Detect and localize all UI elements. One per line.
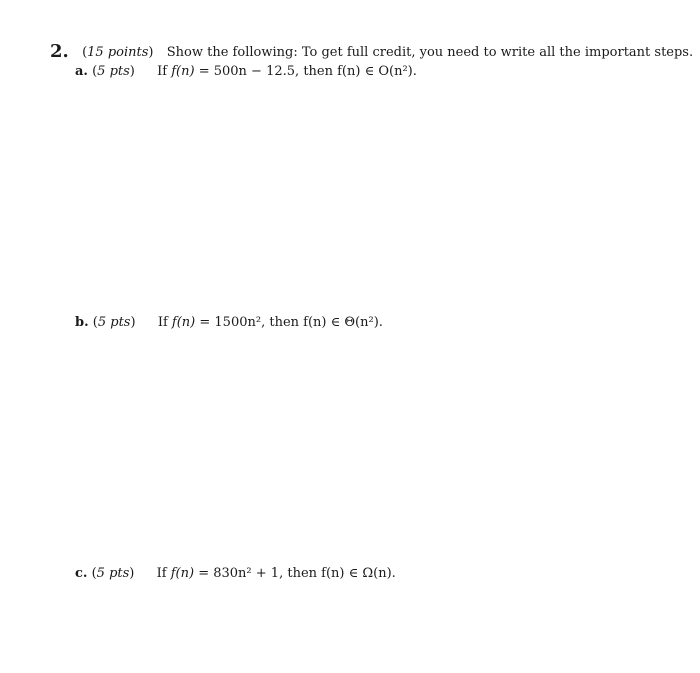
part-b-if: If bbox=[157, 315, 168, 330]
part-a-label: a. bbox=[75, 64, 88, 79]
part-c-function: f(n) bbox=[170, 566, 195, 581]
part-a-points: 5 pts bbox=[97, 64, 130, 79]
part-a: a. (5 pts) If f(n) = 500n − 12.5, then f(n) ∈ O(n²). bbox=[75, 64, 417, 79]
part-b-points: 5 pts bbox=[97, 315, 131, 330]
part-a-expression: = 500n − 12.5, bbox=[198, 64, 300, 79]
part-a-if: If bbox=[157, 64, 168, 79]
part-c-if: If bbox=[156, 566, 167, 581]
part-b-function: f(n) bbox=[171, 315, 196, 330]
question-instruction: Show the following: To get full credit, you need to write all the important steps. bbox=[166, 45, 694, 60]
question-header: 2. (15 points) Show the following: To get full credit, you need to write all the important steps. bbox=[50, 41, 694, 62]
part-c-points: 5 pts bbox=[96, 566, 130, 581]
part-c-then: then bbox=[287, 566, 318, 581]
part-b-expression: = 1500n², bbox=[199, 315, 266, 330]
part-c-membership: f(n) ∈ Ω(n). bbox=[321, 566, 396, 581]
part-c: c. (5 pts) If f(n) = 830n² + 1, then f(n) ∈ Ω(n). bbox=[75, 566, 396, 581]
part-a-then: then bbox=[303, 64, 333, 79]
question-number: 2. bbox=[50, 41, 69, 62]
question-points: 15 points bbox=[87, 45, 149, 60]
part-b-label: b. bbox=[75, 315, 89, 330]
part-a-function: f(n) bbox=[171, 64, 195, 79]
part-b-then: then bbox=[269, 315, 300, 330]
part-b: b. (5 pts) If f(n) = 1500n², then f(n) ∈ Θ(n²). bbox=[75, 315, 383, 330]
part-b-membership: f(n) ∈ Θ(n²). bbox=[303, 315, 383, 330]
part-c-label: c. bbox=[75, 566, 88, 581]
part-c-expression: = 830n² + 1, bbox=[198, 566, 284, 581]
part-a-membership: f(n) ∈ O(n²). bbox=[337, 64, 417, 79]
